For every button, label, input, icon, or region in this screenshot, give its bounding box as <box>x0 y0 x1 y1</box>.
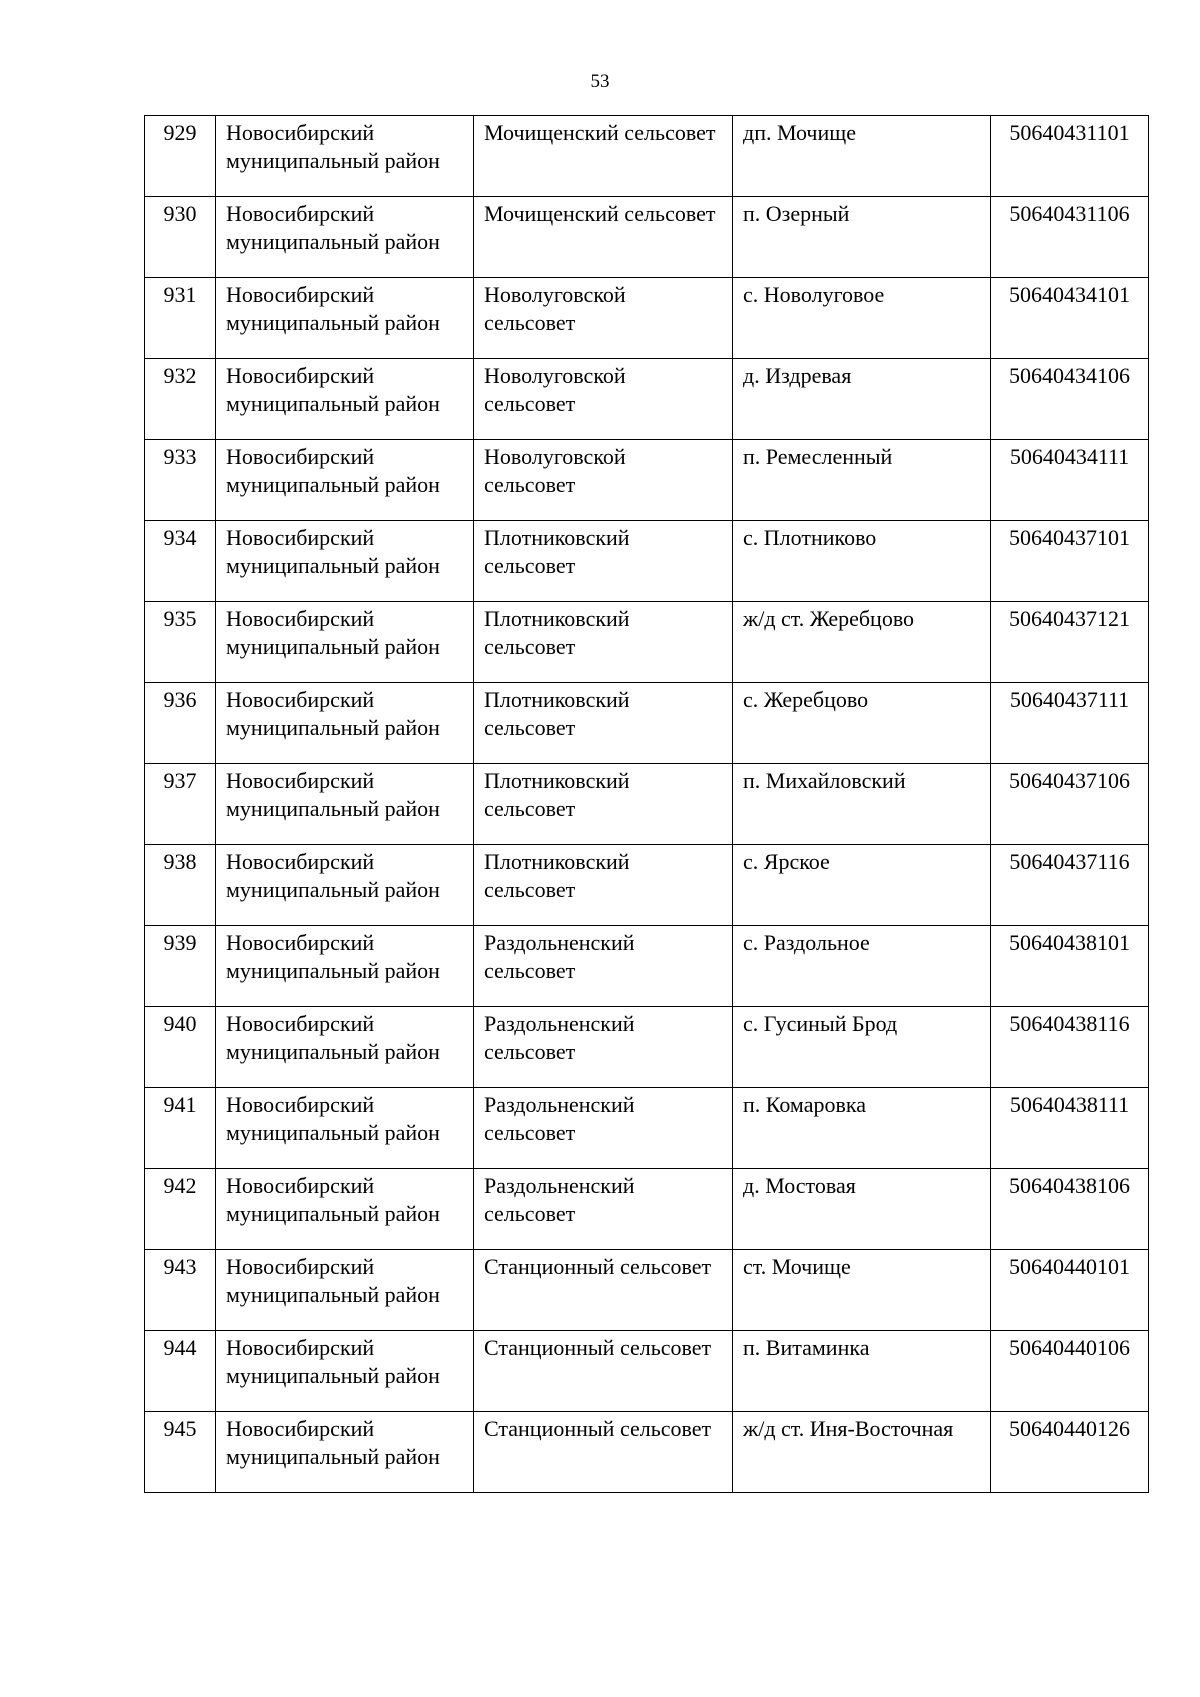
oktmo-code-cell: 50640438106 <box>991 1169 1149 1250</box>
district-cell: Новосибирский муниципальный район <box>216 278 474 359</box>
council-cell: Мочищенский сельсовет <box>474 116 733 197</box>
district-cell: Новосибирский муниципальный район <box>216 1412 474 1493</box>
council-cell: Новолуговской сельсовет <box>474 440 733 521</box>
oktmo-code-cell: 50640431101 <box>991 116 1149 197</box>
district-cell: Новосибирский муниципальный район <box>216 1169 474 1250</box>
table-row <box>145 1331 1149 1412</box>
settlement-cell: с. Плотниково <box>733 521 991 602</box>
district-cell: Новосибирский муниципальный район <box>216 521 474 602</box>
settlements-table <box>144 115 1149 1493</box>
row-number-cell: 931 <box>145 278 216 359</box>
oktmo-code-cell: 50640440101 <box>991 1250 1149 1331</box>
settlement-cell: п. Комаровка <box>733 1088 991 1169</box>
district-cell: Новосибирский муниципальный район <box>216 1250 474 1331</box>
settlement-cell: с. Гусиный Брод <box>733 1007 991 1088</box>
district-cell: Новосибирский муниципальный район <box>216 1007 474 1088</box>
table-row <box>145 1007 1149 1088</box>
council-cell: Новолуговской сельсовет <box>474 359 733 440</box>
district-cell: Новосибирский муниципальный район <box>216 1331 474 1412</box>
row-number-cell: 945 <box>145 1412 216 1493</box>
settlement-cell: с. Жеребцово <box>733 683 991 764</box>
council-cell: Плотниковский сельсовет <box>474 683 733 764</box>
council-cell: Мочищенский сельсовет <box>474 197 733 278</box>
district-cell: Новосибирский муниципальный район <box>216 359 474 440</box>
oktmo-code-cell: 50640440106 <box>991 1331 1149 1412</box>
council-cell: Раздольненский сельсовет <box>474 1007 733 1088</box>
row-number-cell: 930 <box>145 197 216 278</box>
row-number-cell: 937 <box>145 764 216 845</box>
row-number-cell: 932 <box>145 359 216 440</box>
district-cell: Новосибирский муниципальный район <box>216 683 474 764</box>
council-cell: Раздольненский сельсовет <box>474 1169 733 1250</box>
row-number-cell: 936 <box>145 683 216 764</box>
district-cell: Новосибирский муниципальный район <box>216 1088 474 1169</box>
district-cell: Новосибирский муниципальный район <box>216 764 474 845</box>
district-cell: Новосибирский муниципальный район <box>216 116 474 197</box>
oktmo-code-cell: 50640438101 <box>991 926 1149 1007</box>
table-row <box>145 1250 1149 1331</box>
table-row <box>145 926 1149 1007</box>
row-number-cell: 940 <box>145 1007 216 1088</box>
table-row <box>145 116 1149 197</box>
settlement-cell: д. Мостовая <box>733 1169 991 1250</box>
settlement-cell: дп. Мочище <box>733 116 991 197</box>
council-cell: Новолуговской сельсовет <box>474 278 733 359</box>
table-row <box>145 521 1149 602</box>
oktmo-code-cell: 50640437101 <box>991 521 1149 602</box>
oktmo-code-cell: 50640437111 <box>991 683 1149 764</box>
oktmo-code-cell: 50640437116 <box>991 845 1149 926</box>
table-row <box>145 683 1149 764</box>
settlement-cell: ж/д ст. Жеребцово <box>733 602 991 683</box>
oktmo-code-cell: 50640437121 <box>991 602 1149 683</box>
oktmo-code-cell: 50640440126 <box>991 1412 1149 1493</box>
settlement-cell: ж/д ст. Иня-Восточная <box>733 1412 991 1493</box>
row-number-cell: 943 <box>145 1250 216 1331</box>
table-row <box>145 1169 1149 1250</box>
oktmo-code-cell: 50640434106 <box>991 359 1149 440</box>
settlement-cell: п. Витаминка <box>733 1331 991 1412</box>
table-body <box>145 116 1149 1493</box>
district-cell: Новосибирский муниципальный район <box>216 602 474 683</box>
row-number-cell: 929 <box>145 116 216 197</box>
settlement-cell: п. Ремесленный <box>733 440 991 521</box>
district-cell: Новосибирский муниципальный район <box>216 926 474 1007</box>
council-cell: Станционный сельсовет <box>474 1331 733 1412</box>
settlement-cell: с. Раздольное <box>733 926 991 1007</box>
settlement-cell: с. Ярское <box>733 845 991 926</box>
table-row <box>145 845 1149 926</box>
settlement-cell: д. Издревая <box>733 359 991 440</box>
settlement-cell: п. Михайловский <box>733 764 991 845</box>
council-cell: Станционный сельсовет <box>474 1412 733 1493</box>
oktmo-code-cell: 50640434101 <box>991 278 1149 359</box>
table-row <box>145 278 1149 359</box>
council-cell: Раздольненский сельсовет <box>474 1088 733 1169</box>
table-row <box>145 1412 1149 1493</box>
table-row <box>145 440 1149 521</box>
council-cell: Раздольненский сельсовет <box>474 926 733 1007</box>
district-cell: Новосибирский муниципальный район <box>216 197 474 278</box>
table-row <box>145 359 1149 440</box>
council-cell: Станционный сельсовет <box>474 1250 733 1331</box>
page-number: 53 <box>590 71 610 92</box>
council-cell: Плотниковский сельсовет <box>474 521 733 602</box>
council-cell: Плотниковский сельсовет <box>474 845 733 926</box>
oktmo-code-cell: 50640438116 <box>991 1007 1149 1088</box>
council-cell: Плотниковский сельсовет <box>474 764 733 845</box>
table-row <box>145 197 1149 278</box>
row-number-cell: 944 <box>145 1331 216 1412</box>
table-row <box>145 764 1149 845</box>
row-number-cell: 935 <box>145 602 216 683</box>
oktmo-code-cell: 50640434111 <box>991 440 1149 521</box>
settlement-cell: п. Озерный <box>733 197 991 278</box>
oktmo-code-cell: 50640437106 <box>991 764 1149 845</box>
row-number-cell: 939 <box>145 926 216 1007</box>
council-cell: Плотниковский сельсовет <box>474 602 733 683</box>
row-number-cell: 942 <box>145 1169 216 1250</box>
district-cell: Новосибирский муниципальный район <box>216 845 474 926</box>
row-number-cell: 938 <box>145 845 216 926</box>
table-row <box>145 1088 1149 1169</box>
settlement-cell: ст. Мочище <box>733 1250 991 1331</box>
oktmo-code-cell: 50640431106 <box>991 197 1149 278</box>
row-number-cell: 933 <box>145 440 216 521</box>
row-number-cell: 934 <box>145 521 216 602</box>
settlement-cell: с. Новолуговое <box>733 278 991 359</box>
table-row <box>145 602 1149 683</box>
district-cell: Новосибирский муниципальный район <box>216 440 474 521</box>
oktmo-code-cell: 50640438111 <box>991 1088 1149 1169</box>
row-number-cell: 941 <box>145 1088 216 1169</box>
